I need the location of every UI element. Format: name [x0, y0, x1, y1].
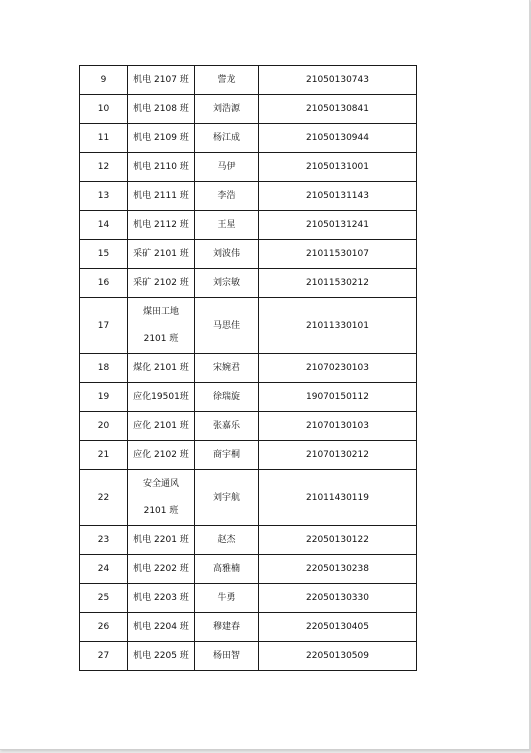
table-row	[80, 153, 417, 182]
class-name	[128, 298, 195, 354]
row-number: 27	[80, 642, 128, 671]
student-id: 22050130330	[259, 584, 417, 613]
student-id: 21050130743	[259, 66, 417, 95]
table-row	[80, 354, 417, 383]
class-name: 机电 2203 班	[128, 584, 195, 613]
student-id: 21011430119	[259, 470, 417, 526]
table-row	[80, 642, 417, 671]
student-id: 21050131241	[259, 211, 417, 240]
student-id: 21011530212	[259, 269, 417, 298]
table-row	[80, 412, 417, 441]
row-number: 26	[80, 613, 128, 642]
class-name: 机电 2110 班	[128, 153, 195, 182]
student-roster-table	[79, 65, 417, 671]
table-row	[80, 298, 417, 354]
student-id: 22050130405	[259, 613, 417, 642]
student-id: 22050130238	[259, 555, 417, 584]
table-row	[80, 182, 417, 211]
row-number: 19	[80, 383, 128, 412]
student-id: 22050130509	[259, 642, 417, 671]
class-name: 机电 2112 班	[128, 211, 195, 240]
row-number: 10	[80, 95, 128, 124]
class-name: 采矿 2101 班	[128, 240, 195, 269]
table-row	[80, 124, 417, 153]
student-id: 21050130944	[259, 124, 417, 153]
table-row	[80, 95, 417, 124]
class-name: 煤化 2101 班	[128, 354, 195, 383]
row-number: 20	[80, 412, 128, 441]
student-name: 商宇桐	[195, 441, 259, 470]
row-number: 24	[80, 555, 128, 584]
student-name: 张嘉乐	[195, 412, 259, 441]
table-row	[80, 240, 417, 269]
table-row	[80, 555, 417, 584]
student-id: 21070230103	[259, 354, 417, 383]
student-name: 李浩	[195, 182, 259, 211]
row-number: 16	[80, 269, 128, 298]
class-name-line: 2101 班	[143, 505, 179, 516]
class-name: 机电 2201 班	[128, 526, 195, 555]
student-id: 21070130103	[259, 412, 417, 441]
table-row	[80, 613, 417, 642]
class-name: 机电 2109 班	[128, 124, 195, 153]
row-number: 15	[80, 240, 128, 269]
student-id: 21050131143	[259, 182, 417, 211]
student-id: 21050130841	[259, 95, 417, 124]
student-id: 22050130122	[259, 526, 417, 555]
row-number: 14	[80, 211, 128, 240]
student-name: 徐瑞旋	[195, 383, 259, 412]
class-name	[128, 470, 195, 526]
student-name: 马思佳	[195, 298, 259, 354]
class-name: 机电 2202 班	[128, 555, 195, 584]
table-row	[80, 211, 417, 240]
student-id: 19070150112	[259, 383, 417, 412]
table-row	[80, 269, 417, 298]
student-id: 21011530107	[259, 240, 417, 269]
row-number: 11	[80, 124, 128, 153]
row-number: 13	[80, 182, 128, 211]
student-name: 刘浩源	[195, 95, 259, 124]
student-name: 刘宗敏	[195, 269, 259, 298]
student-name: 宋婉君	[195, 354, 259, 383]
class-name: 应化 2102 班	[128, 441, 195, 470]
table-row	[80, 383, 417, 412]
row-number: 9	[80, 66, 128, 95]
class-name: 机电 2205 班	[128, 642, 195, 671]
class-name-line: 2101 班	[143, 333, 179, 344]
table-row	[80, 66, 417, 95]
row-number: 18	[80, 354, 128, 383]
row-number: 17	[80, 298, 128, 354]
table-row	[80, 526, 417, 555]
table-row	[80, 441, 417, 470]
student-name: 马伊	[195, 153, 259, 182]
student-name: 刘波伟	[195, 240, 259, 269]
student-name: 王星	[195, 211, 259, 240]
student-id: 21050131001	[259, 153, 417, 182]
class-name: 应化19501班	[128, 383, 195, 412]
student-name: 穆建春	[195, 613, 259, 642]
table-row	[80, 470, 417, 526]
class-name-line: 安全通风	[142, 478, 179, 489]
class-name: 应化 2101 班	[128, 412, 195, 441]
row-number: 12	[80, 153, 128, 182]
student-name: 高雅楠	[195, 555, 259, 584]
row-number: 21	[80, 441, 128, 470]
class-name-line: 煤田工地	[142, 306, 179, 317]
class-name: 机电 2107 班	[128, 66, 195, 95]
class-name: 机电 2108 班	[128, 95, 195, 124]
row-number: 23	[80, 526, 128, 555]
student-name: 牛勇	[195, 584, 259, 613]
student-name: 赵杰	[195, 526, 259, 555]
class-name: 采矿 2102 班	[128, 269, 195, 298]
class-name: 机电 2111 班	[128, 182, 195, 211]
row-number: 22	[80, 470, 128, 526]
table-row	[80, 584, 417, 613]
student-name: 杨江成	[195, 124, 259, 153]
student-name: 杨田智	[195, 642, 259, 671]
student-name: 刘宇航	[195, 470, 259, 526]
class-name: 机电 2204 班	[128, 613, 195, 642]
student-name: 訾龙	[195, 66, 259, 95]
student-id: 21070130212	[259, 441, 417, 470]
row-number: 25	[80, 584, 128, 613]
student-id: 21011330101	[259, 298, 417, 354]
